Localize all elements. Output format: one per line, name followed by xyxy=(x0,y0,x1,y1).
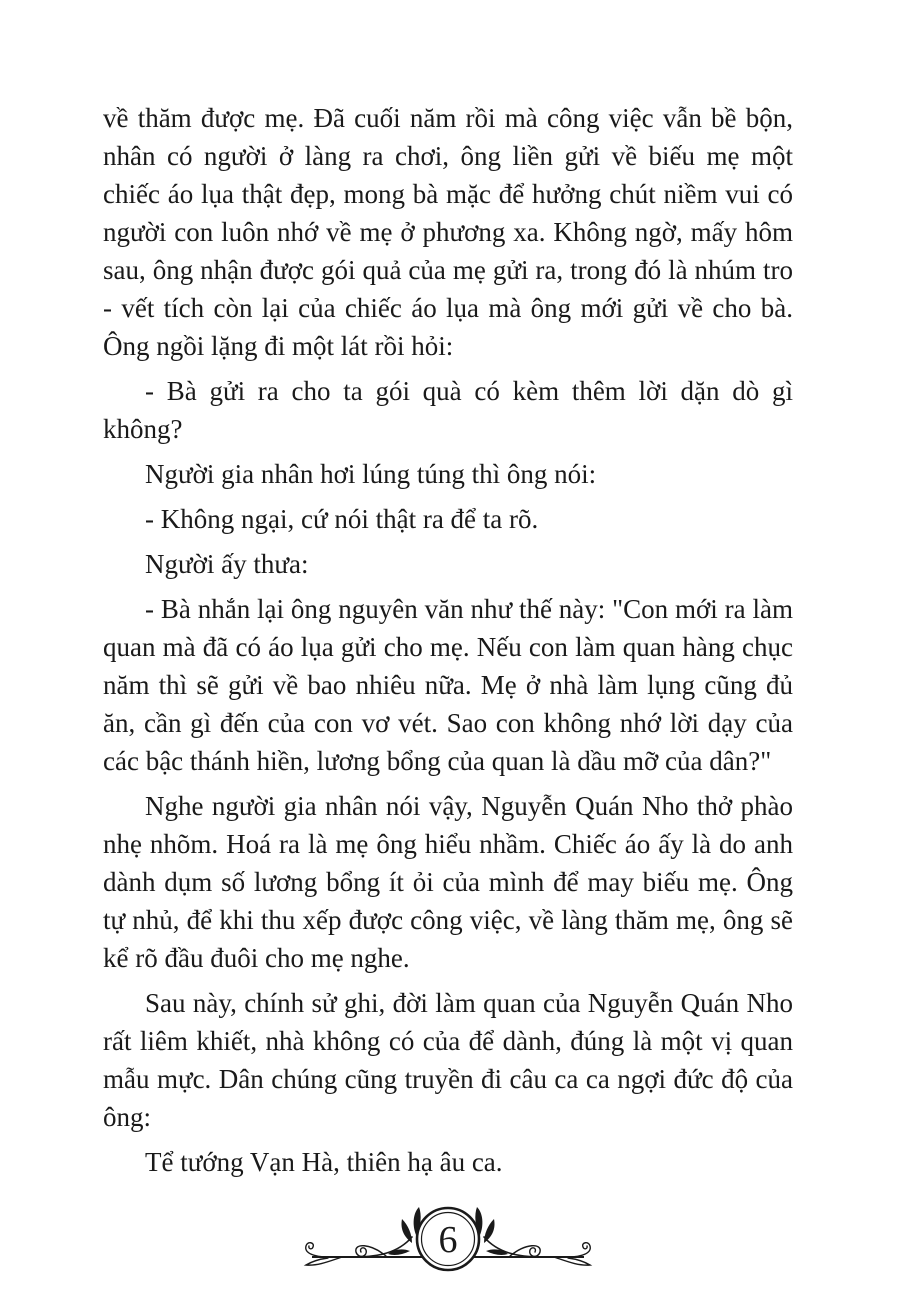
paragraph: Sau này, chính sử ghi, đời làm quan của Nguyễn Quán Nho rất liêm khiết, nhà không có của để dành, đúng là một vị quan mẫu mực. Dân chúng cũng truyền đi câu ca ca ngợi đức độ của ông: xyxy=(103,988,793,1132)
paragraph: Tể tướng Vạn Hà, thiên hạ âu ca. xyxy=(145,1147,503,1177)
paragraph: Nghe người gia nhân nói vậy, Nguyễn Quán Nho thở phào nhẹ nhõm. Hoá ra là mẹ ông hiểu nhầm. Chiếc áo ấy là do anh dành dụm số lương bổng ít ỏi của mình để may biếu mẹ. Ông tự nhủ, để khi thu xếp được công việc, về làng thăm mẹ, ông sẽ kể rõ đầu đuôi cho mẹ nghe. xyxy=(103,791,793,973)
page-number: 6 xyxy=(438,1219,458,1261)
paragraph: về thăm được mẹ. Đã cuối năm rồi mà công việc vẫn bề bộn, nhân có người ở làng ra chơi, ông liền gửi về biếu mẹ một chiếc áo lụa thật đẹp, mong bà mặc để hưởng chút niềm vui có người con luôn nhớ về mẹ ở phương xa. Không ngờ, mấy hôm sau, ông nhận được gói quả của mẹ gửi ra, trong đó là nhúm tro - vết tích còn lại của chiếc áo lụa mà ông mới gửi về cho bà. Ông ngồi lặng đi một lát rồi hỏi: xyxy=(103,103,793,361)
body-text xyxy=(103,99,793,1289)
paragraph: - Bà gửi ra cho ta gói quà có kèm thêm lời dặn dò gì không? xyxy=(103,376,793,444)
paragraph: Người gia nhân hơi lúng túng thì ông nói: xyxy=(145,459,597,489)
divider-ornament xyxy=(298,1199,598,1289)
paragraph: Người ấy thưa: xyxy=(145,549,309,579)
paragraph: - Bà nhắn lại ông nguyên văn như thế này: "Con mới ra làm quan mà đã có áo lụa gửi cho mẹ. Nếu con làm quan hàng chục năm thì sẽ gửi về bao nhiêu nữa. Mẹ ở nhà làm lụng cũng đủ ăn, cần gì đến của con vơ vét. Sao con không nhớ lời dạy của các bậc thánh hiền, lương bổng của quan là dầu mỡ của dân?" xyxy=(103,594,793,776)
paragraph: - Không ngại, cứ nói thật ra để ta rõ. xyxy=(145,504,539,534)
page-footer xyxy=(103,1199,793,1289)
